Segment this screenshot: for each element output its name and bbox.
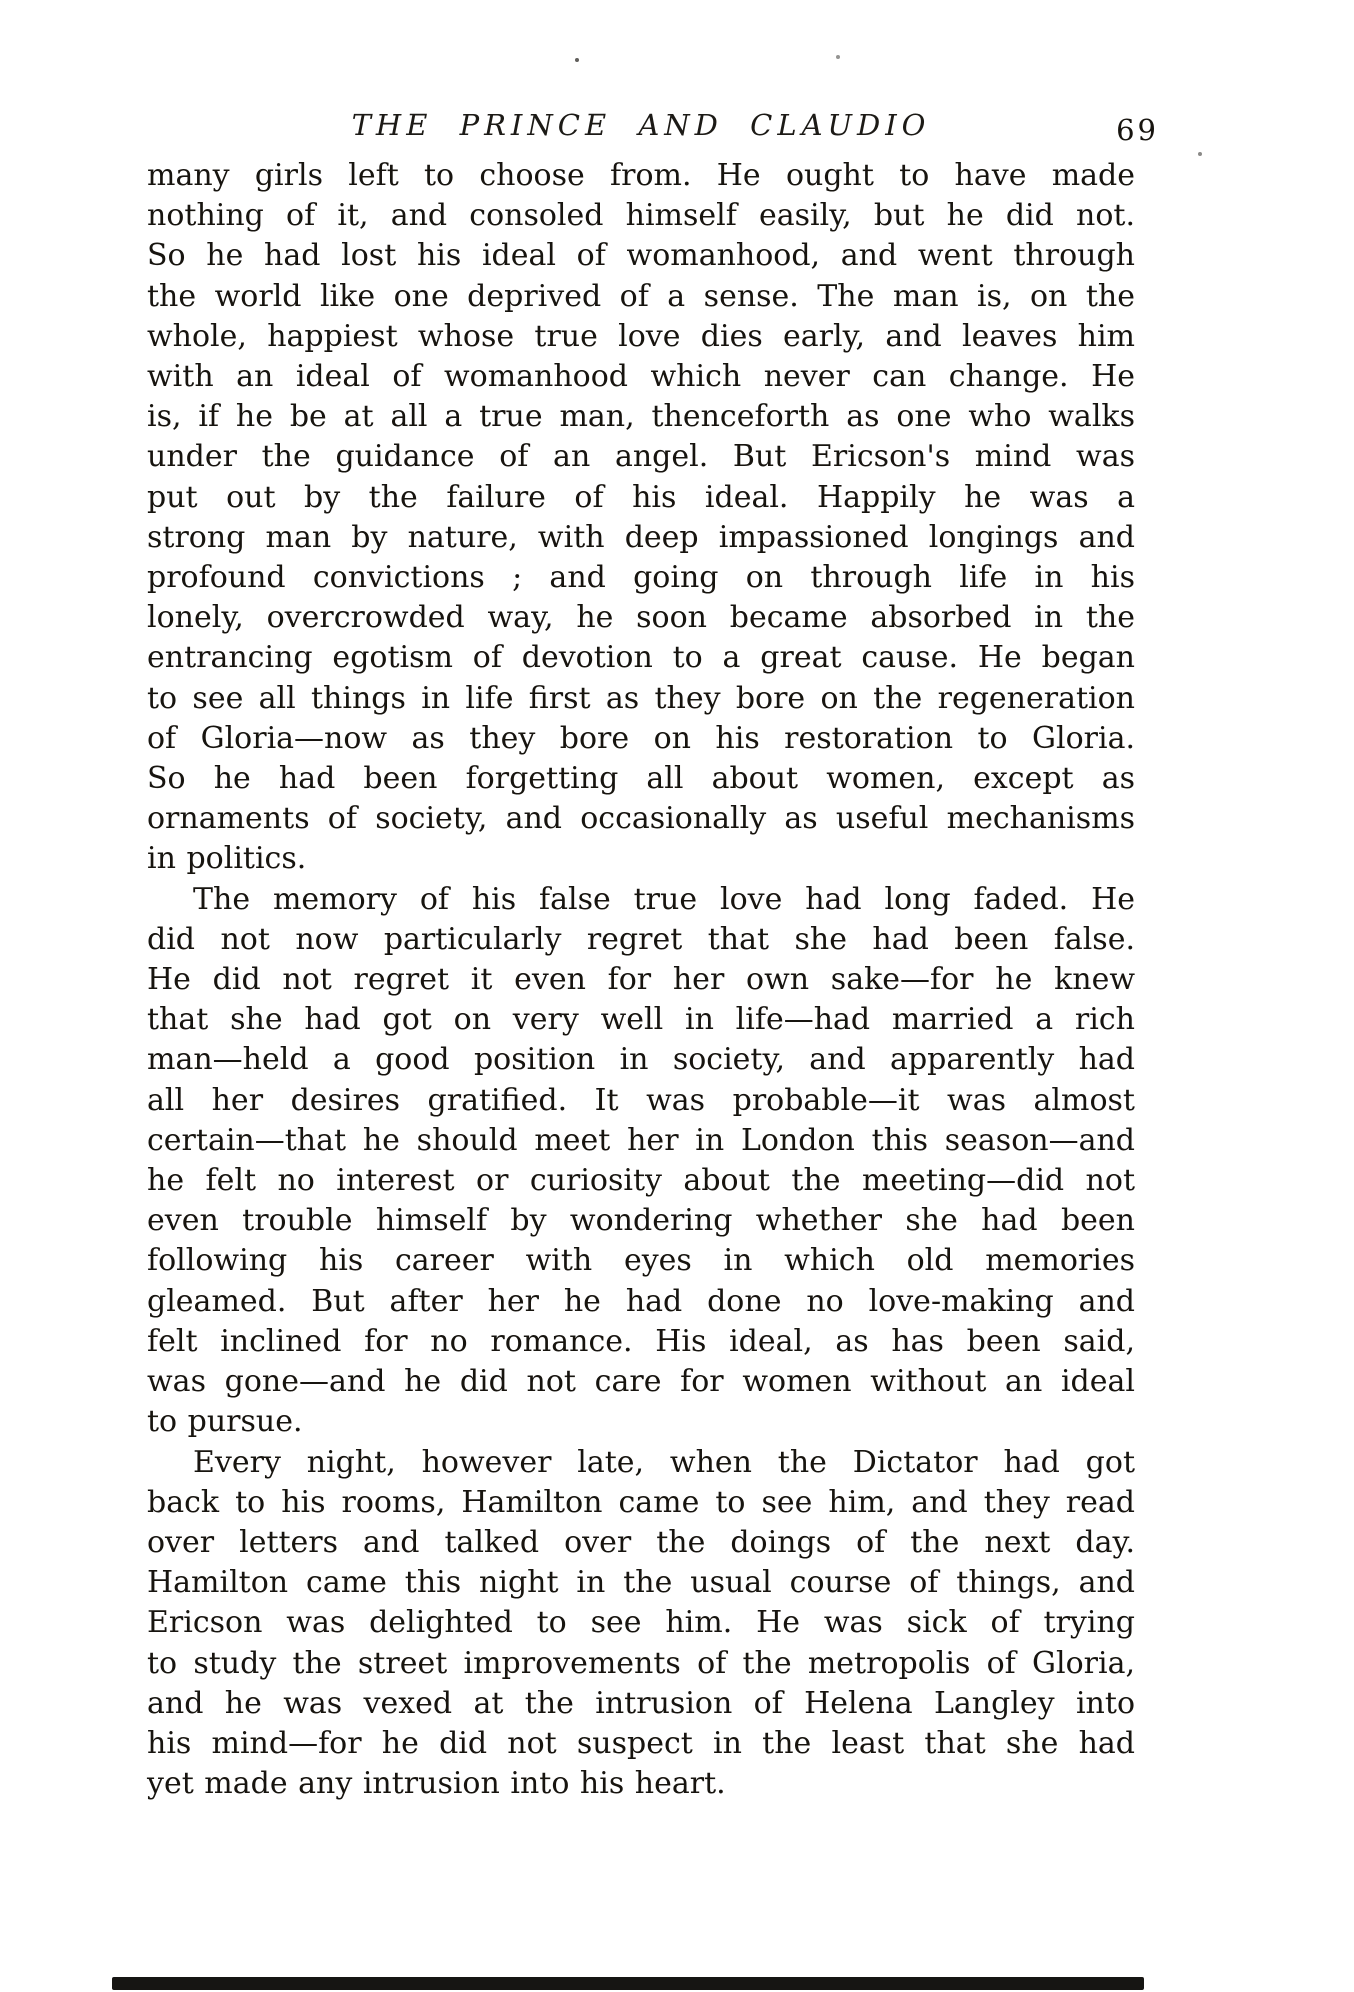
text-line: in politics. (147, 841, 307, 877)
text-line: the world like one deprived of a sense. The man is, on the (147, 278, 1135, 314)
scan-speck (575, 58, 579, 62)
text-line: The memory of his false true love had long faded. He (193, 881, 1135, 917)
scan-edge-bar (112, 1977, 1144, 1990)
text-line: ornaments of society, and occasionally as useful mechanisms (147, 801, 1135, 837)
paragraph (147, 156, 1135, 880)
text-line: yet made any intrusion into his heart. (147, 1766, 726, 1802)
page-body (147, 156, 1135, 1804)
text-line: Hamilton came this night in the usual course of things, and (147, 1565, 1135, 1601)
text-line: So he had been forgetting all about women, except as (147, 761, 1135, 797)
text-line: that she had got on very well in life—had married a rich (147, 1002, 1135, 1038)
text-line: over letters and talked over the doings of the next day. (147, 1524, 1135, 1560)
text-line: he felt no interest or curiosity about the meeting—did not (147, 1163, 1135, 1199)
scan-speck (1198, 152, 1202, 156)
text-line: strong man by nature, with deep impassioned longings and (147, 519, 1135, 555)
text-line: man—held a good position in society, and apparently had (147, 1042, 1135, 1078)
text-line: under the guidance of an angel. But Ericson's mind was (147, 439, 1135, 475)
text-line: Every night, however late, when the Dictator had got (193, 1444, 1135, 1480)
text-line: lonely, overcrowded way, he soon became absorbed in the (147, 600, 1135, 636)
text-line: Ericson was delighted to see him. He was sick of trying (147, 1605, 1135, 1641)
text-line: even trouble himself by wondering whether she had been (147, 1203, 1135, 1239)
running-title: THE PRINCE AND CLAUDIO (351, 108, 931, 142)
text-line: is, if he be at all a true man, thenceforth as one who walks (147, 399, 1135, 435)
text-line: He did not regret it even for her own sake—for he knew (147, 962, 1135, 998)
text-line: back to his rooms, Hamilton came to see him, and they read (147, 1484, 1135, 1520)
text-line: and he was vexed at the intrusion of Helena Langley into (147, 1685, 1135, 1721)
text-line: put out by the failure of his ideal. Happily he was a (147, 479, 1135, 515)
text-line: felt inclined for no romance. His ideal, as has been said, (147, 1323, 1135, 1359)
text-line: nothing of it, and consoled himself easily, but he did not. (147, 198, 1135, 234)
text-line: all her desires gratified. It was probable—it was almost (147, 1082, 1135, 1118)
running-header (147, 108, 1159, 152)
text-line: did not now particularly regret that she had been false. (147, 921, 1135, 957)
text-line: his mind—for he did not suspect in the least that she had (147, 1725, 1135, 1761)
text-line: to see all things in life first as they bore on the regeneration (147, 680, 1135, 716)
text-line: entrancing egotism of devotion to a great cause. He began (147, 640, 1135, 676)
text-line: of Gloria—now as they bore on his restoration to Gloria. (147, 720, 1135, 756)
text-line: profound convictions ; and going on through life in his (147, 560, 1135, 596)
text-line: gleamed. But after her he had done no love-making and (147, 1283, 1135, 1319)
text-line: to study the street improvements of the metropolis of Gloria, (147, 1645, 1135, 1681)
text-line: certain—that he should meet her in London this season—and (147, 1122, 1135, 1158)
text-line: following his career with eyes in which old memories (147, 1243, 1135, 1279)
paragraph (147, 880, 1135, 1443)
text-line: whole, happiest whose true love dies early, and leaves him (147, 318, 1135, 354)
scan-speck (836, 55, 840, 59)
text-line: was gone—and he did not care for women without an ideal (147, 1364, 1135, 1400)
text-line: So he had lost his ideal of womanhood, and went through (147, 238, 1135, 274)
paragraph (147, 1443, 1135, 1805)
text-line: with an ideal of womanhood which never can change. He (147, 359, 1135, 395)
text-line: to pursue. (147, 1404, 303, 1440)
page-number: 69 (1116, 113, 1159, 147)
text-line: many girls left to choose from. He ought to have made (147, 158, 1135, 193)
